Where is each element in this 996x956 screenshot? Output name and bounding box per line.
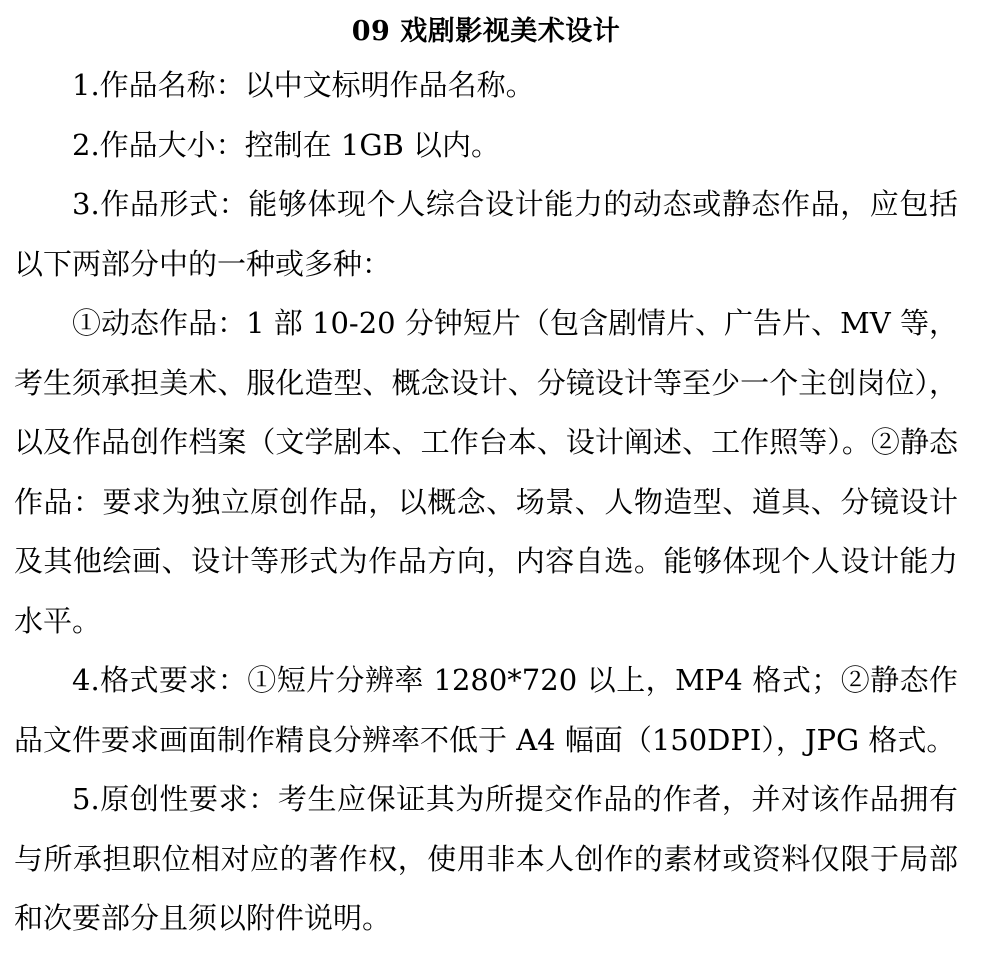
document-page [14,0,958,949]
document-title: 09 戏剧影视美术设计 [351,16,621,47]
paragraph-format-requirements: 4.格式要求：①短片分辨率 1280*720 以上，MP4 格式；②静态作品文件要求画面制作精良分辨率不低于 A4 幅面（150DPI），JPG 格式。 [14,663,958,757]
paragraph-work-form: 3.作品形式：能够体现个人综合设计能力的动态或静态作品，应包括以下两部分中的一种或多种： [14,187,958,281]
paragraph-dynamic-static-works: ①动态作品：1 部 10-20 分钟短片（包含剧情片、广告片、MV 等，考生须承担美术、服化造型、概念设计、分镜设计等至少一个主创岗位），以及作品创作档案（文学剧本、工作台本、设计阐述、工作照等）。②静态作品：要求为独立原创作品，以概念、场景、人物造型、道具、分镜设计及其他绘画、设计等形式为作品方向，内容自选。能够体现个人设计能力水平。 [14,306,958,638]
paragraph-work-size: 2.作品大小：控制在 1GB 以内。 [72,127,501,162]
paragraph-work-name: 1.作品名称：以中文标明作品名称。 [72,68,535,102]
paragraph-originality-requirements: 5.原创性要求：考生应保证其为所提交作品的作者，并对该作品拥有与所承担职位相对应的著作权，使用非本人创作的素材或资料仅限于局部和次要部分且须以附件说明。 [14,782,958,935]
